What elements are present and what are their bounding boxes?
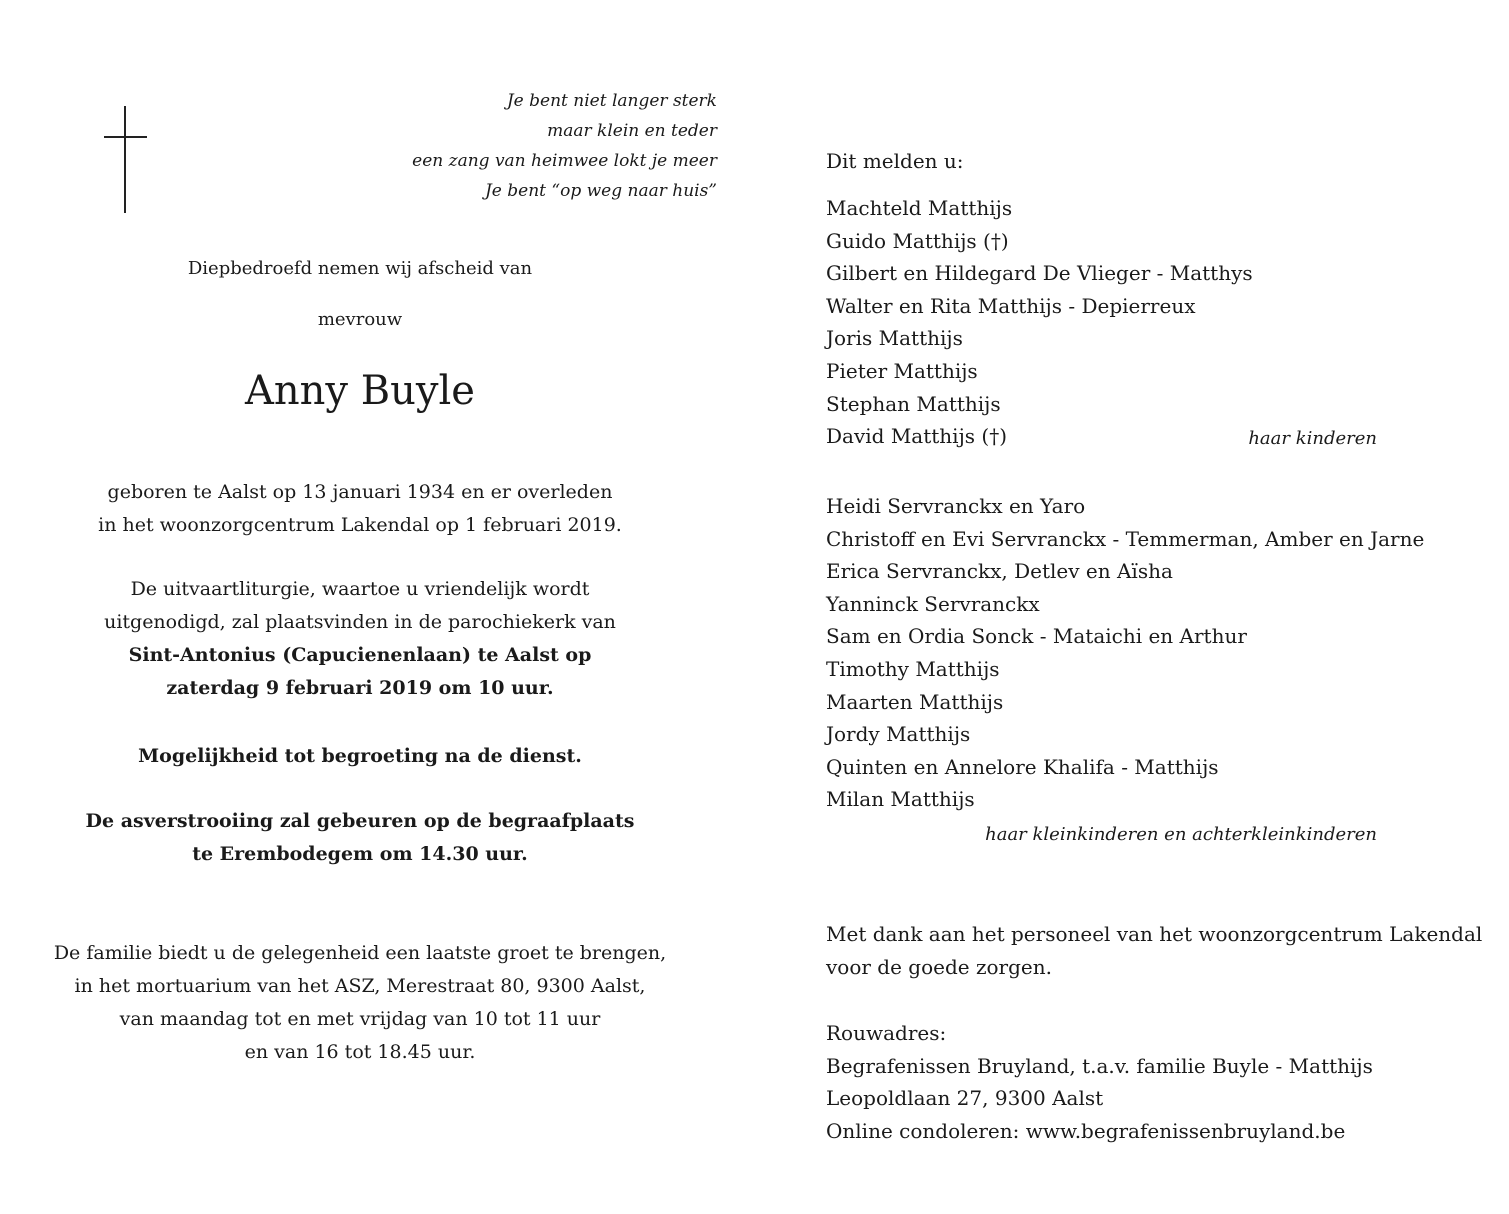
condolence-link: Online condoleren: www.begrafenissenbruyland.be — [826, 1118, 1346, 1143]
family-visit-info — [30, 937, 690, 1069]
poem-line: een zang van heimwee lokt je meer — [412, 151, 717, 171]
list-item: Milan Matthijs — [826, 787, 975, 812]
honorific: mevrouw — [317, 309, 403, 330]
list-item: Guido Matthijs (†) — [826, 228, 1009, 253]
cross-horizontal-bar — [104, 136, 147, 138]
family-visit-line: en van 16 tot 18.45 uur. — [244, 1041, 476, 1063]
family-visit-line: van maandag tot en met vrijdag van 10 tot 11 uur — [119, 1008, 601, 1030]
grandchildren-caption: haar kleinkinderen en achterkleinkinderen — [985, 824, 1377, 845]
poem-line: Je bent niet langer sterk — [506, 91, 717, 111]
list-item: Christoff en Evi Servranckx - Temmerman, Amber en Jarne — [826, 526, 1425, 551]
address-line: Leopoldlaan 27, 9300 Aalst — [826, 1086, 1104, 1111]
birth-death-line: geboren te Aalst op 13 januari 1934 en er overleden — [107, 481, 613, 503]
deceased-name: Anny Buyle — [245, 368, 475, 414]
list-item: Gilbert en Hildegard De Vlieger - Matthys — [826, 261, 1253, 286]
address-line: Begrafenissen Bruyland, t.a.v. familie Buyle - Matthijs — [826, 1053, 1373, 1078]
list-item: Timothy Matthijs — [826, 656, 1000, 681]
thanks-line: Met dank aan het personeel van het woonzorgcentrum Lakendal — [826, 922, 1483, 946]
list-item: Quinten en Annelore Khalifa - Matthijs — [826, 754, 1219, 779]
liturgy-line: uitgenodigd, zal plaatsvinden in de parochiekerk van — [104, 611, 616, 633]
list-item: Heidi Servranckx en Yaro — [826, 494, 1086, 518]
liturgy-info — [30, 573, 690, 705]
mourning-address — [826, 1017, 1373, 1147]
list-item: Maarten Matthijs — [826, 689, 1004, 714]
list-item: Erica Servranckx, Detlev en Aïsha — [826, 559, 1173, 584]
list-item: Stephan Matthijs — [826, 391, 1001, 416]
liturgy-location: Sint-Antonius (Capucienenlaan) te Aalst op — [128, 644, 592, 666]
list-item: David Matthijs (†) — [826, 424, 1007, 449]
list-item: Pieter Matthijs — [826, 358, 978, 383]
grandchildren-list — [826, 490, 1424, 816]
cross-vertical-bar — [124, 106, 126, 213]
list-item: Jordy Matthijs — [826, 722, 971, 747]
birth-death-line: in het woonzorgcentrum Lakendal op 1 februari 2019. — [98, 514, 622, 536]
family-visit-line: in het mortuarium van het ASZ, Merestraat 80, 9300 Aalst, — [74, 975, 646, 997]
list-item: Joris Matthijs — [826, 326, 963, 351]
announce-heading: Dit melden u: — [826, 149, 964, 173]
family-visit-line: De familie biedt u de gelegenheid een laatste groet te brengen, — [53, 942, 667, 964]
ashes-info — [30, 805, 690, 871]
list-item: Yanninck Servranckx — [826, 591, 1040, 616]
ashes-line: De asverstrooiing zal gebeuren op de begraafplaats — [85, 810, 635, 832]
poem — [412, 86, 717, 206]
liturgy-datetime: zaterdag 9 februari 2019 om 10 uur. — [166, 677, 554, 699]
children-caption: haar kinderen — [1248, 428, 1377, 449]
children-list — [826, 192, 1253, 453]
list-item: Sam en Ordia Sonck - Mataichi en Arthur — [826, 624, 1247, 649]
list-item: Walter en Rita Matthijs - Depierreux — [826, 293, 1196, 318]
liturgy-line: De uitvaartliturgie, waartoe u vriendelijk wordt — [130, 578, 590, 600]
address-heading: Rouwadres: — [826, 1021, 947, 1045]
thanks-line: voor de goede zorgen. — [826, 954, 1052, 979]
greeting-info: Mogelijkheid tot begroeting na de dienst. — [138, 745, 582, 767]
poem-line: maar klein en teder — [547, 121, 717, 141]
intro-text: Diepbedroefd nemen wij afscheid van — [187, 258, 533, 279]
thanks-text — [826, 918, 1482, 983]
list-item: Machteld Matthijs — [826, 196, 1013, 220]
birth-death-info — [30, 476, 690, 542]
ashes-line: te Erembodegem om 14.30 uur. — [192, 843, 528, 865]
poem-line: Je bent “op weg naar huis” — [484, 181, 717, 201]
